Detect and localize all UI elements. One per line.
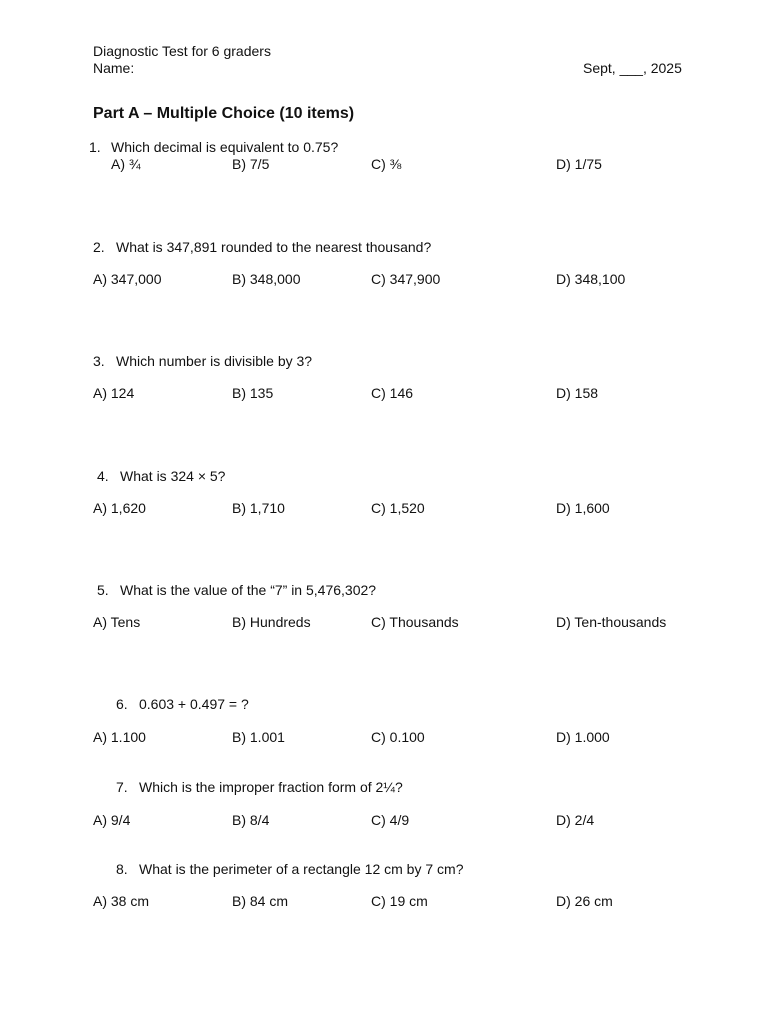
question-2-option-a: A) 347,000 [93,271,162,287]
question-8-number: 8. [116,861,128,877]
question-8-option-d: D) 26 cm [556,893,613,909]
question-1-option-d: D) 1/75 [556,156,602,172]
document-title: Diagnostic Test for 6 graders [93,43,271,59]
question-5-option-b: B) Hundreds [232,614,311,630]
question-5-option-a: A) Tens [93,614,141,630]
question-4-option-b: B) 1,710 [232,500,285,516]
question-7-option-b: B) 8/4 [232,812,270,828]
question-2-number: 2. [93,239,105,255]
question-2-text: What is 347,891 rounded to the nearest thousand? [116,239,432,255]
question-1-option-b: B) 7/5 [232,156,270,172]
question-5-number: 5. [97,582,109,598]
question-6-number: 6. [116,696,128,712]
question-1-option-c: C) ⅜ [371,156,402,172]
question-6-option-a: A) 1.100 [93,729,146,745]
question-4-option-c: C) 1,520 [371,500,425,516]
question-7-option-c: C) 4/9 [371,812,410,828]
question-5-option-c: C) Thousands [371,614,459,630]
question-8-option-b: B) 84 cm [232,893,289,909]
question-2-option-b: B) 348,000 [232,271,301,287]
question-2-option-c: C) 347,900 [371,271,441,287]
question-5-text: What is the value of the “7” in 5,476,302? [120,582,377,598]
question-6-option-b: B) 1.001 [232,729,285,745]
date-field: Sept, ___, 2025 [583,60,682,76]
question-1-option-a: A) ¾ [111,156,141,172]
question-3-option-d: D) 158 [556,385,599,401]
question-3-text: Which number is divisible by 3? [116,353,313,369]
question-3-option-c: C) 146 [371,385,414,401]
question-4-number: 4. [97,468,109,484]
question-4-option-d: D) 1,600 [556,500,610,516]
question-6-text: 0.603 + 0.497 = ? [139,696,249,712]
question-3-option-b: B) 135 [232,385,274,401]
question-6-option-c: C) 0.100 [371,729,425,745]
question-3-number: 3. [93,353,105,369]
question-7-text: Which is the improper fraction form of 2¼? [139,779,403,795]
question-4-option-a: A) 1,620 [93,500,146,516]
question-2-option-d: D) 348,100 [556,271,626,287]
question-3-option-a: A) 124 [93,385,135,401]
question-4-text: What is 324 × 5? [120,468,226,484]
question-1-text: Which decimal is equivalent to 0.75? [111,139,339,155]
question-8-option-c: C) 19 cm [371,893,428,909]
question-8-text: What is the perimeter of a rectangle 12 cm by 7 cm? [139,861,464,877]
question-7-option-d: D) 2/4 [556,812,595,828]
question-8-option-a: A) 38 cm [93,893,150,909]
question-7-number: 7. [116,779,128,795]
question-6-option-d: D) 1.000 [556,729,610,745]
question-5-option-d: D) Ten-thousands [556,614,667,630]
question-1-number: 1. [89,139,101,155]
question-7-option-a: A) 9/4 [93,812,131,828]
section-heading: Part A – Multiple Choice (10 items) [93,105,355,122]
name-label: Name: [93,60,135,76]
